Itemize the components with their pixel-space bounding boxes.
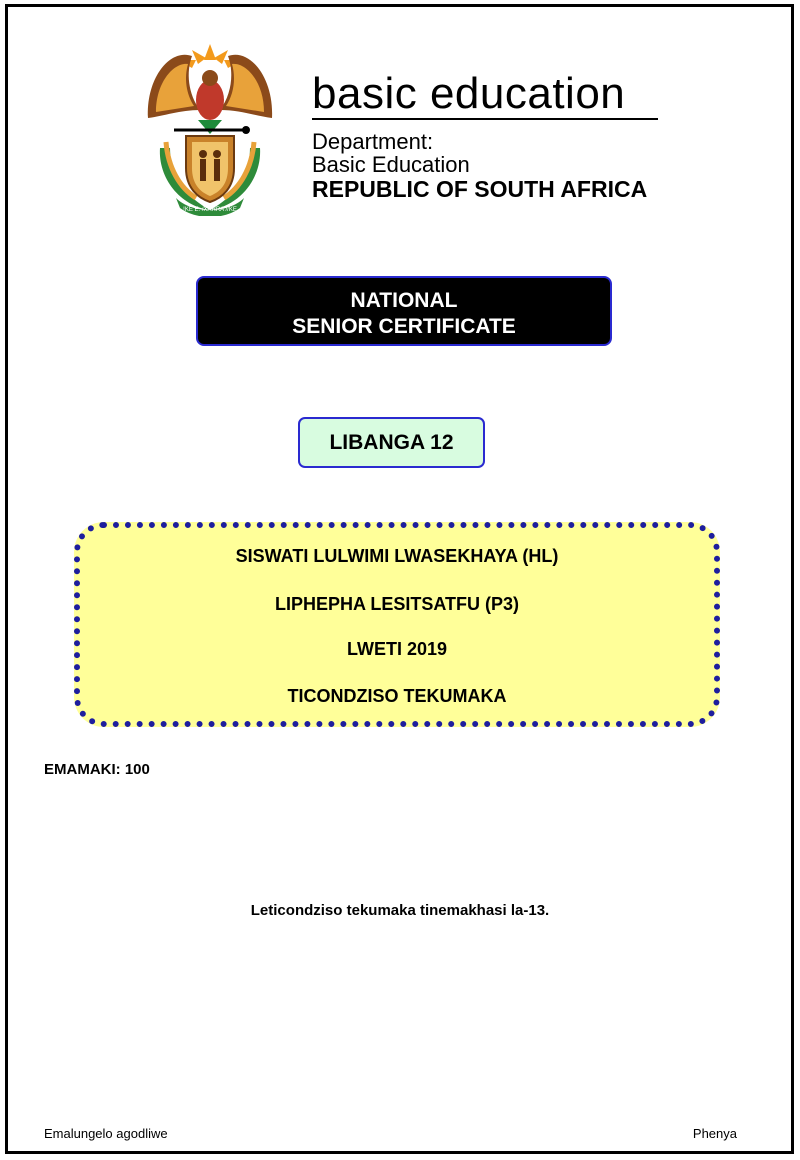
grade-badge: LIBANGA 12 (298, 417, 485, 468)
coat-of-arms-logo (140, 38, 280, 216)
total-marks: EMAMAKI: 100 (44, 761, 150, 778)
country-name: REPUBLIC OF SOUTH AFRICA (312, 176, 648, 202)
certificate-line-2: SENIOR CERTIFICATE (292, 315, 516, 338)
certificate-banner (196, 276, 612, 346)
department-name: Basic Education (312, 152, 470, 177)
turn-over-label: Phenya (692, 1126, 737, 1141)
page-count-note: Leticondziso tekumaka tinemakhasi la-13. (250, 902, 550, 919)
certificate-line-1: NATIONAL (350, 289, 458, 312)
svg-text:!KE E: /XARRA //KE: !KE E: /XARRA //KE (183, 207, 237, 213)
copyright-notice: Emalungelo agodliwe (44, 1126, 168, 1141)
document-type: TICONDZISO TEKUMAKA (287, 686, 507, 706)
brand-divider (312, 118, 658, 120)
exam-session: LWETI 2019 (346, 639, 448, 659)
brand-title: basic education (312, 69, 626, 118)
paper-number: LIPHEPHA LESITSATFU (P3) (274, 594, 519, 614)
subject-title: SISWATI LULWIMI LWASEKHAYA (HL) (235, 546, 559, 566)
department-label: Department: (312, 129, 434, 154)
